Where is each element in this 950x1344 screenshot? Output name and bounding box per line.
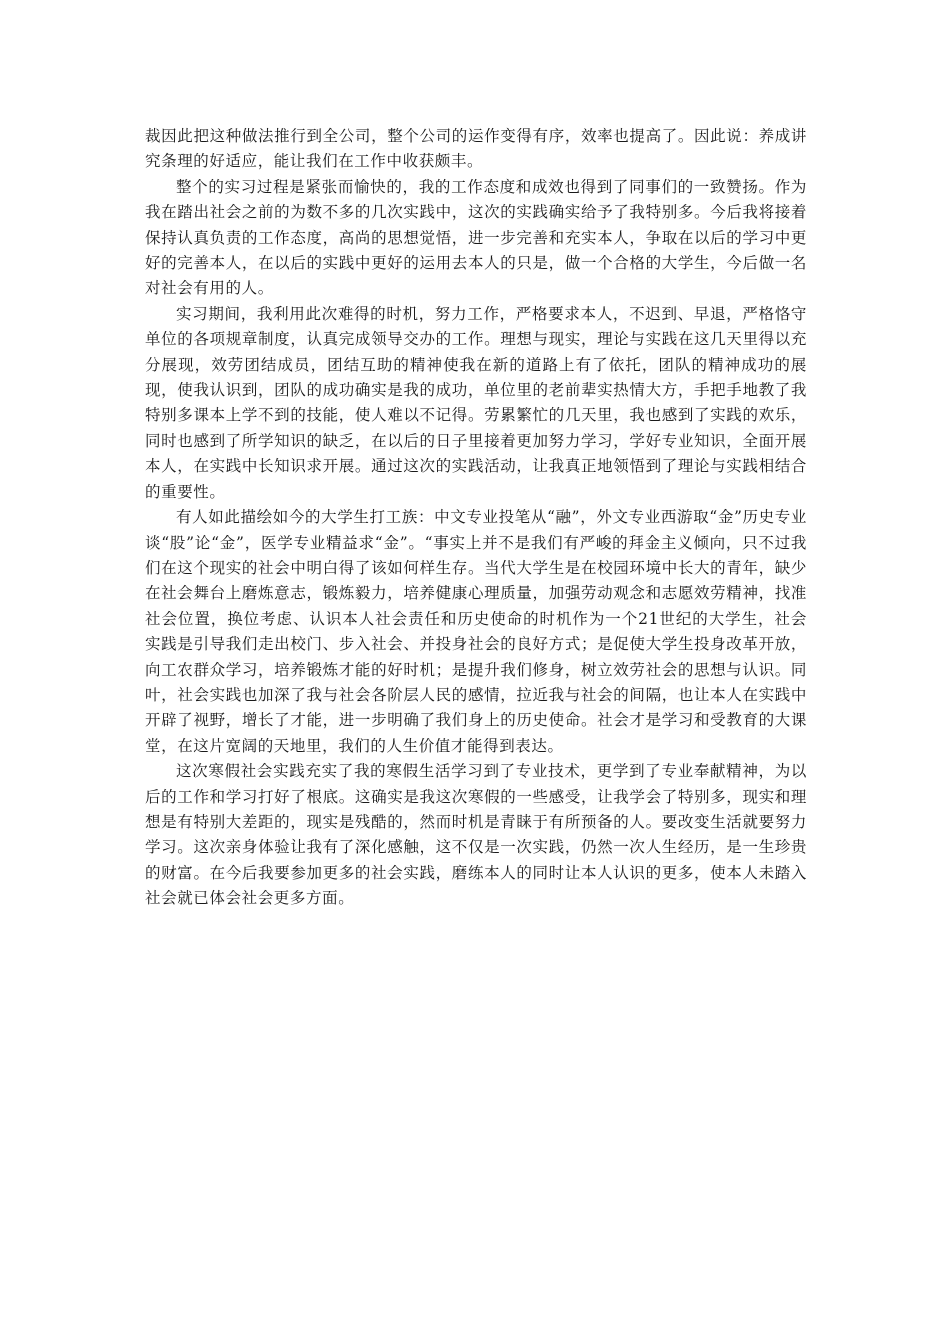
paragraph-student-workers: 有人如此描绘如今的大学生打工族：中文专业投笔从“融”，外文专业西游取“金”历史专业谈“股”论“金”，医学专业精益求“金”。“事实上并不是我们有严峻的拜金主义倾向，只不过我们在这个现实的社会中明白得了该如何样生存。当代大学生是在校园环境中长大的青年，缺少在社会舞台上磨炼意志，锻炼毅力，培养健康心理质量，加强劳动观念和志愿效劳精神，找准社会位置，换位考虑、认识本人社会责任和历史使命的时机作为一个21世纪的大学生，社会实践是引导我们走出校门、步入社会、并投身社会的良好方式；是促使大学生投身改革开放，向工农群众学习，培养锻炼才能的好时机；是提升我们修身，树立效劳社会的思想与认识。同叶，社会实践也加深了我与社会各阶层人民的感情，拉近我与社会的间隔，也让本人在实践中开辟了视野，增长了才能，进一步明确了我们身上的历史使命。社会才是学习和受教育的大课堂，在这片宽阔的天地里，我们的人生价值才能得到表达。	[145, 508, 807, 755]
paragraph-internship-summary: 整个的实习过程是紧张而愉快的，我的工作态度和成效也得到了同事们的一致赞扬。作为我在踏出社会之前的为数不多的几次实践中，这次的实践确实给予了我特别多。今后我将接着保持认真负责的工作态度，高尚的思想觉悟，进一步完善和充实本人，争取在以后的学习中更好的完善本人，在以后的实践中更好的运用去本人的只是，做一个合格的大学生，今后做一名对社会有用的人。	[145, 177, 807, 298]
paragraph-continuation: 裁因此把这种做法推行到全公司，整个公司的运作变得有序，效率也提高了。因此说：养成讲究条理的好适应，能让我们在工作中收获颇丰。	[145, 127, 807, 171]
paragraph-winter-practice: 这次寒假社会实践充实了我的寒假生活学习到了专业技术，更学到了专业奉献精神，为以后的工作和学习打好了根底。这确实是我这次寒假的一些感受，让我学会了特别多，现实和理想是有特别大差距的，现实是残酷的，然而时机是青睐于有所预备的人。要改变生活就要努力学习。这次亲身体验让我有了深化感触，这不仅是一次实践，仍然一次人生经历，是一生珍贵的财富。在今后我要参加更多的社会实践，磨练本人的同时让本人认识的更多，使本人未踏入社会就已体会社会更多方面。	[145, 762, 807, 908]
document-body	[145, 124, 807, 912]
paragraph-internship-period: 实习期间，我利用此次难得的时机，努力工作，严格要求本人，不迟到、早退，严格恪守单位的各项规章制度，认真完成领导交办的工作。理想与现实，理论与实践在这几天里得以充分展现，效劳团结成员，团结互助的精神使我在新的道路上有了依托，团队的精神成功的展现，使我认识到，团队的成功确实是我的成功，单位里的老前辈实热情大方，手把手地教了我特别多课本上学不到的技能，使人难以不记得。劳累繁忙的几天里，我也感到了实践的欢乐，同时也感到了所学知识的缺乏，在以后的日子里接着更加努力学习，学好专业知识，全面开展本人，在实践中长知识求开展。通过这次的实践活动，让我真正地领悟到了理论与实践相结合的重要性。	[145, 304, 807, 501]
